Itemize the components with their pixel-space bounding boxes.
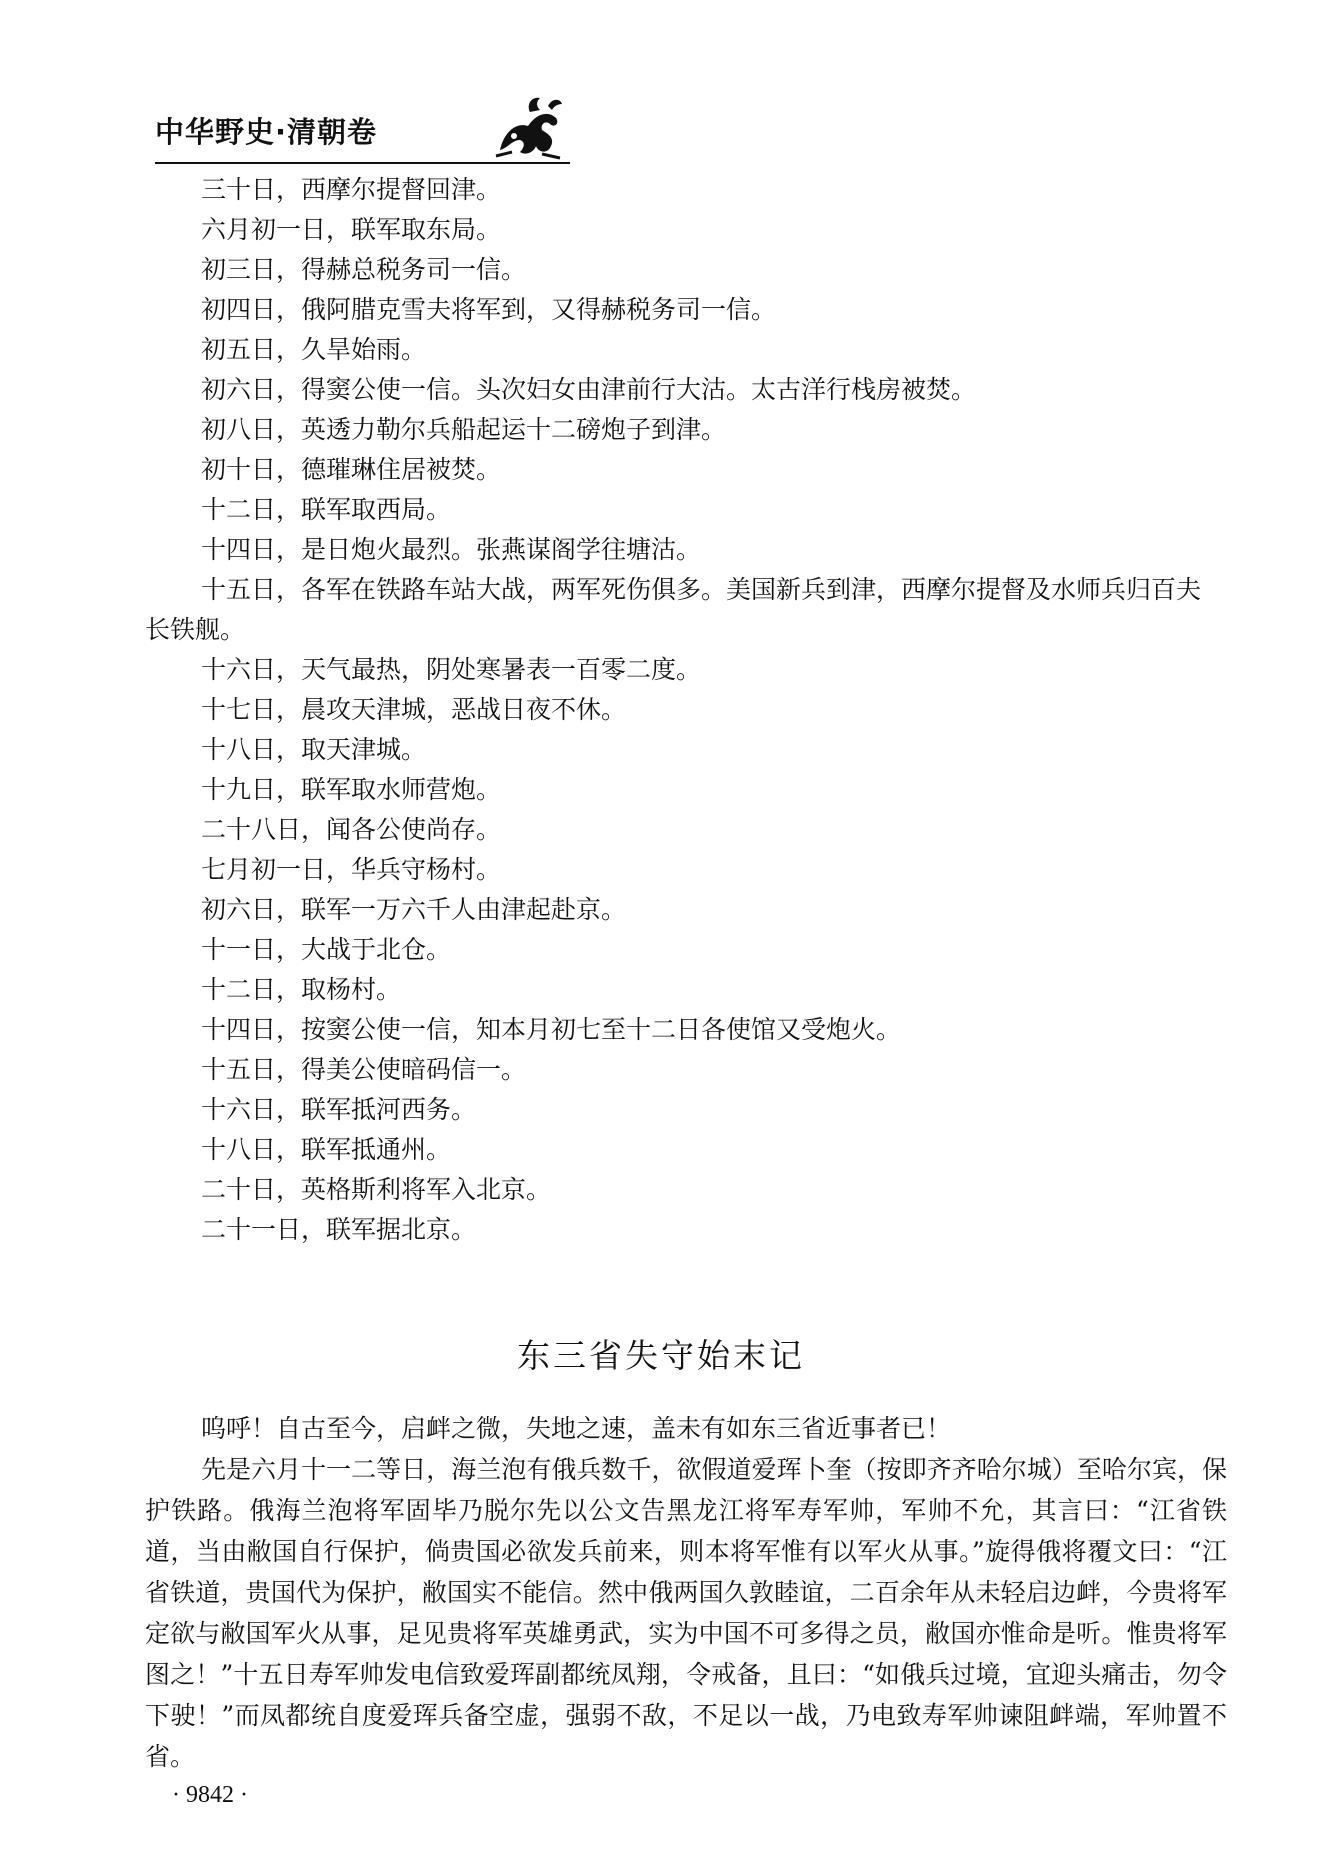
list-item: 十五日，得美公使暗码信一。 bbox=[201, 1055, 527, 1084]
list-item: 二十一日，联军据北京。 bbox=[201, 1215, 477, 1244]
running-header bbox=[155, 100, 570, 164]
book-title: 中华野史·清朝卷 bbox=[155, 115, 378, 149]
paragraph: 呜呼！自古至今，启衅之微，失地之速，盖未有如东三省近事者已！ bbox=[201, 1414, 952, 1443]
list-item: 十八日，联军抵通州。 bbox=[201, 1135, 452, 1164]
list-item: 初五日，久旱始雨。 bbox=[201, 335, 427, 364]
list-item: 七月初一日，华兵守杨村。 bbox=[201, 855, 502, 884]
list-item: 十八日，取天津城。 bbox=[201, 735, 427, 764]
list-item: 十二日，取杨村。 bbox=[201, 975, 402, 1004]
section-heading: 东三省失守始末记 bbox=[517, 1336, 805, 1375]
list-item: 六月初一日，联军取东局。 bbox=[201, 215, 502, 244]
list-item: 初六日，得窦公使一信。头次妇女由津前行大沽。太古洋行栈房被焚。 bbox=[201, 375, 977, 404]
list-item: 初八日，英透力勒尔兵船起运十二磅炮子到津。 bbox=[201, 415, 727, 444]
list-item: 十五日，各军在铁路车站大战，两军死伤俱多。美国新兵到津，西摩尔提督及水师兵归百夫长铁舰。 bbox=[145, 575, 1202, 644]
list-item: 十九日，联军取水师营炮。 bbox=[201, 775, 502, 804]
list-item: 初十日，德璀琳住居被焚。 bbox=[201, 455, 502, 484]
list-item: 十一日，大战于北仓。 bbox=[201, 935, 452, 964]
list-item: 十七日，晨攻天津城，恶战日夜不休。 bbox=[201, 695, 627, 724]
list-item: 初四日，俄阿腊克雪夫将军到，又得赫税务司一信。 bbox=[201, 295, 777, 324]
list-item: 十六日，联军抵河西务。 bbox=[201, 1095, 477, 1124]
list-item: 十四日，是日炮火最烈。张燕谋阁学往塘沽。 bbox=[201, 535, 702, 564]
paragraph: 先是六月十一二等日，海兰泡有俄兵数千，欲假道爱珲卜奎（按即齐齐哈尔城）至哈尔宾，保护铁路。俄海兰泡将军固毕乃脱尔先以公文告黑龙江将军寿军帅，军帅不允，其言曰：“江省铁道，当由敝国自行保护，倘贵国必欲发兵前来，则本将军惟有以军火从事。”旋得俄将覆文曰：“江省铁道，贵国代为保护，敝国实不能信。然中俄两国久敦睦谊，二百余年从未轻启边衅，今贵将军定欲与敝国军火从事，足见贵将军英雄勇武，实为中国不可多得之员，敝国亦惟命是听。惟贵将军图之！”十五日寿军帅发电信致爱珲副都统凤翔，令戒备，且曰：“如俄兵过境，宜迎头痛击，勿令下驶！”而凤都统自度爱珲兵备空虚，强弱不敌，不足以一战，乃电致寿军帅谏阻衅端，军帅置不省。 bbox=[145, 1455, 1227, 1771]
list-item: 初六日，联军一万六千人由津起赴京。 bbox=[201, 895, 627, 924]
list-item: 十四日，按窦公使一信，知本月初七至十二日各使馆又受炮火。 bbox=[201, 1015, 902, 1044]
dragon-emblem-icon bbox=[490, 92, 568, 162]
section-body bbox=[145, 1408, 1227, 1777]
page-number: · 9842 · bbox=[172, 1782, 248, 1808]
list-item: 二十日，英格斯利将军入北京。 bbox=[201, 1175, 552, 1204]
list-item: 二十八日，闻各公使尚存。 bbox=[201, 815, 502, 844]
list-item: 三十日，西摩尔提督回津。 bbox=[201, 175, 502, 204]
list-item: 初三日，得赫总税务司一信。 bbox=[201, 255, 527, 284]
chronology-list bbox=[145, 170, 1225, 1250]
list-item: 十二日，联军取西局。 bbox=[201, 495, 452, 524]
list-item: 十六日，天气最热，阴处寒暑表一百零二度。 bbox=[201, 655, 702, 684]
